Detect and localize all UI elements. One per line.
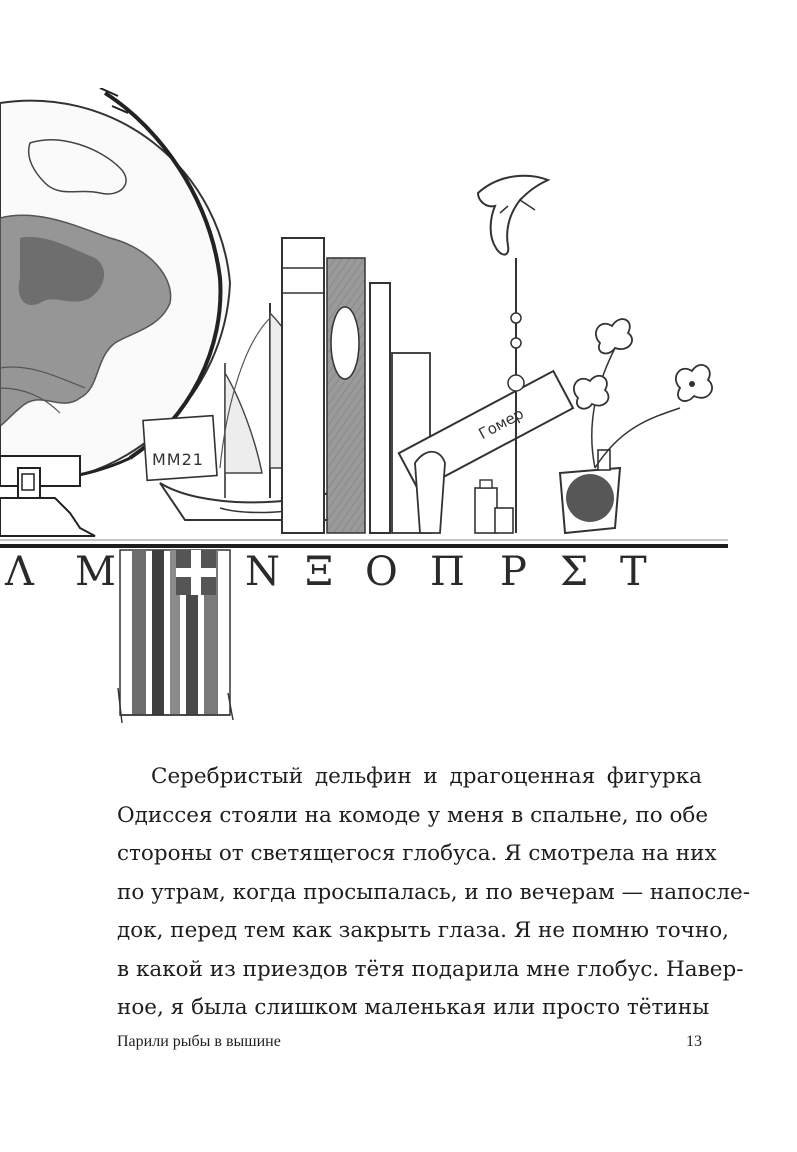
body-line: ное, я была слишком маленькая или просто тётины (117, 995, 710, 1020)
body-line: в какой из приездов тётя подарила мне глобус. Навер- (117, 956, 744, 982)
running-title: Парили рыбы в вышине (117, 1033, 281, 1050)
striped-flag-drawing (118, 550, 233, 723)
ink-shelf-illustration (0, 88, 797, 728)
page-number: 13 (686, 1033, 702, 1050)
greek-letter: Τ (620, 549, 647, 595)
greek-letter: Ν (245, 549, 280, 595)
greek-letter: Σ (560, 549, 589, 595)
body-line: Одиссея стояли на комоде у меня в спальне, по обе (117, 802, 709, 828)
greek-letter: Ξ (305, 549, 334, 595)
greek-letter: Μ (75, 549, 116, 595)
greek-letter: Ο (365, 549, 398, 595)
svg-text:MM21: MM21 (152, 450, 204, 469)
body-line: стороны от светящегося глобуса. Я смотрела на них (117, 841, 717, 866)
body-text (117, 758, 751, 1028)
body-line: по утрам, когда просыпалась, и по вечерам — напосле- (117, 879, 751, 905)
greek-letter: Ρ (500, 549, 527, 595)
body-line: Серебристый дельфин и драгоценная фигурка (151, 764, 702, 789)
page-footer (117, 1033, 702, 1051)
greek-letter: Π (430, 549, 465, 595)
flower-vase-drawing (560, 319, 712, 533)
greek-letter: Λ (5, 549, 34, 595)
greek-letters (4, 549, 647, 595)
body-line: док, перед тем как закрыть глаза. Я не помню точно, (117, 918, 729, 943)
svg-text:Гомер: Гомер (475, 404, 527, 444)
